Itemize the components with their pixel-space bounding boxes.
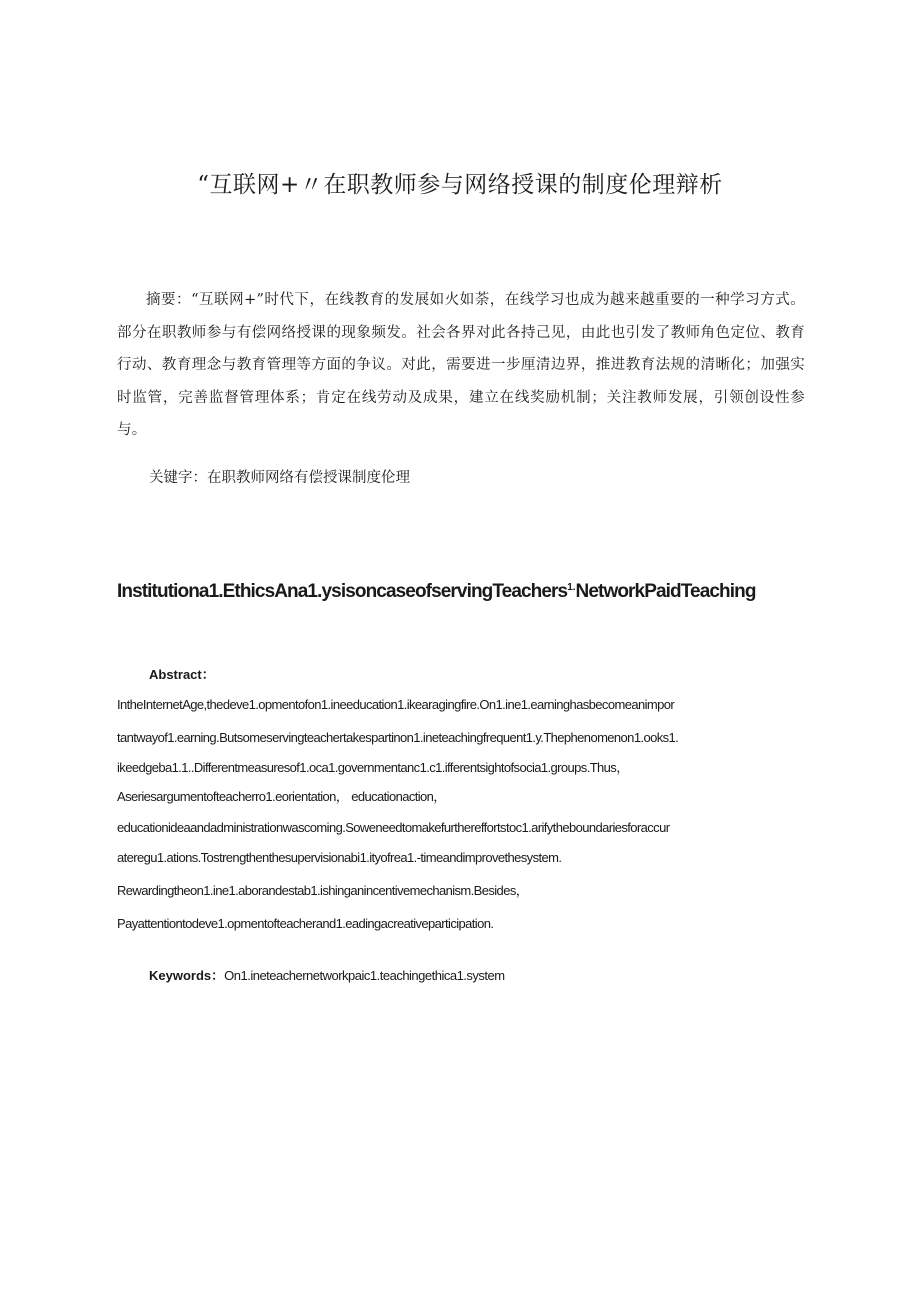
english-abstract-line: educationideaandadministrationwascoming.Soweneedtomakefurthereffortstoc1.arifytheboundariesforaccur — [117, 820, 670, 835]
english-keywords — [149, 965, 505, 987]
chinese-keywords-text: 在职教师网络有偿授课制度伦理 — [207, 470, 410, 486]
chinese-abstract-label: 摘要： — [146, 292, 192, 308]
english-abstract-line: ateregu1.ations.Tostrengthenthesupervisionabi1.ityofrea1.-timeandimprovethesystem. — [117, 850, 562, 865]
english-abstract-line: IntheInternetAge,thedeve1.opmentofon1.ineeducation1.ikearagingfire.On1.ine1.earninghasbecomeanimpor — [117, 697, 675, 712]
english-abstract-line: tantwayof1.earning.Butsomeservingteachertakespartinon1.ineteachingfrequent1.y.Thephenomenon1.ooks1. — [117, 730, 679, 745]
chinese-abstract — [117, 284, 805, 447]
chinese-abstract-text: “互联网+”时代下，在线教育的发展如火如荼，在线学习也成为越来越重要的一种学习方式。部分在职教师参与有偿网络授课的现象频发。社会各界对此各持己见，由此也引发了教师角色定位、教育行动、教育理念与教育管理等方面的争议。对此，需要进一步厘清边界，推进教育法规的清晰化；加强实时监管，完善监督管理体系；肯定在线劳动及成果，建立在线奖励机制；关注教师发展，引领创设性参与。 — [117, 292, 805, 438]
english-abstract-line: Rewardingtheon1.ine1.aborandestab1.ishinganincentivemechanism.Besides， — [117, 883, 529, 898]
english-keywords-label: Keywords： — [149, 968, 225, 983]
english-keywords-text: On1.ineteachernetworkpaic1.teachingethica1.system — [224, 968, 505, 983]
english-title-rest: NetworkPaidTeaching — [575, 581, 756, 602]
english-abstract-line: ikeedgeba1.1..Differentmeasuresof1.oca1.governmentanc1.c1.ifferentsightofsocia1.groups.Thus， — [117, 760, 629, 775]
chinese-keywords-label: 关键字： — [149, 470, 207, 486]
english-title — [117, 577, 807, 606]
chinese-title: “互联网+〃在职教师参与网络授课的制度伦理辩析 — [197, 172, 723, 198]
english-title-superscript: 1. — [567, 582, 576, 593]
chinese-keywords — [149, 464, 410, 492]
english-abstract-label: Abstract： — [149, 667, 215, 682]
english-title-main: Institutiona1.EthicsAna1.ysisoncaseofservingTeachers — [117, 581, 568, 602]
english-abstract-line: Aseriesargumentofteacherro1.eorientation， educationaction， — [117, 789, 446, 804]
english-abstract-line: Payattentiontodeve1.opmentofteacherand1.eadingacreativeparticipation. — [117, 916, 494, 931]
